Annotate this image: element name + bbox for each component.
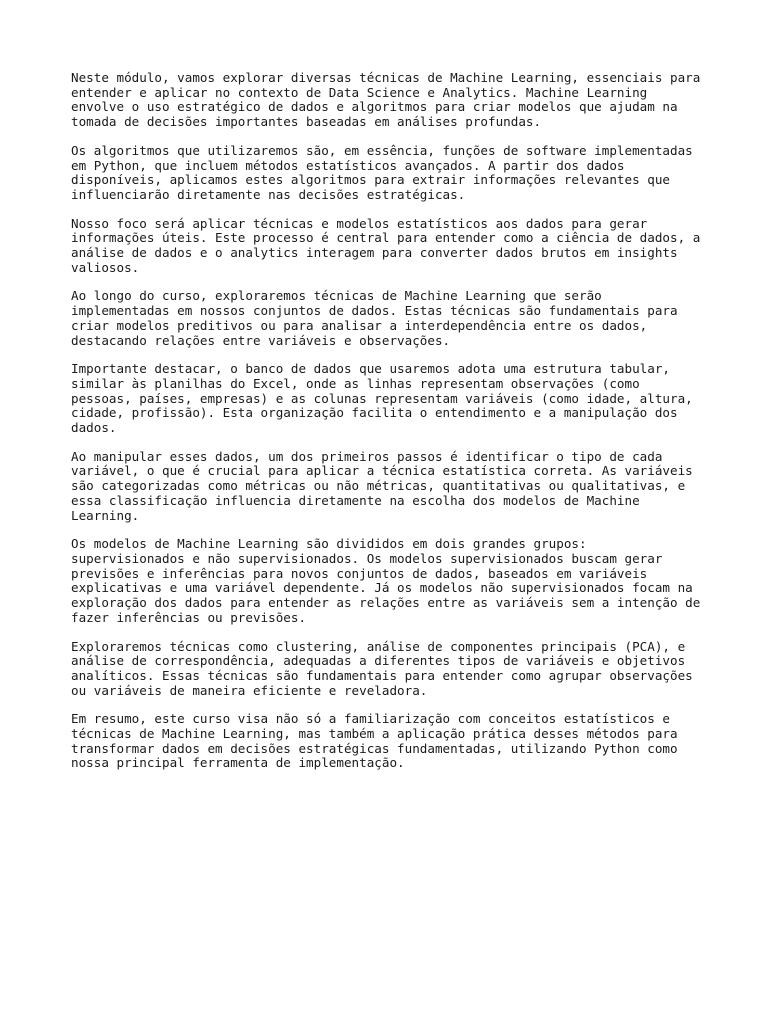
paragraph-intro: Neste módulo, vamos explorar diversas técnicas de Machine Learning, essenciais para entender e aplicar no contexto de Data Science e Analytics. Machine Learning envolve o uso estratégico de dados e algoritmos para criar modelos que ajudam na tomada de decisões importantes baseadas em análises profundas. [71, 70, 701, 130]
paragraph-variables: Ao manipular esses dados, um dos primeiros passos é identificar o tipo de cada variável, o que é crucial para aplicar a técnica estatística correta. As variáveis são categorizadas como métricas ou não métricas, quantitativas ou qualitativas, e essa classificação influencia diretamente na escolha dos modelos de Machine Learning. [71, 448, 693, 523]
paragraph-course: Ao longo do curso, exploraremos técnicas de Machine Learning que serão implementadas em nossos conjuntos de dados. Estas técnicas são fundamentais para criar modelos preditivos ou para analisar a interdependência entre os dados, destacando relações entre variáveis e observações. [71, 288, 678, 348]
paragraph-focus: Nosso foco será aplicar técnicas e modelos estatísticos aos dados para gerar informações úteis. Este processo é central para entender como a ciência de dados, a análise de dados e o analytics interagem para converter dados brutos em insights valiosos. [71, 215, 701, 275]
paragraph-database: Importante destacar, o banco de dados que usaremos adota uma estrutura tabular, similar às planilhas do Excel, onde as linhas representam observações (como pessoas, países, empresas) e as colunas representam variáveis (como idade, altura, cidade, profissão). Esta organização facilita o entendimento e a manipulação dos dados. [71, 361, 693, 436]
document-body [71, 71, 711, 785]
paragraph-summary: Em resumo, este curso visa não só a familiarização com conceitos estatísticos e técnicas de Machine Learning, mas também a aplicação prática desses métodos para transformar dados em decisões estratégicas fundamentadas, utilizando Python como nossa principal ferramenta de implementação. [71, 711, 678, 771]
paragraph-model-groups: Os modelos de Machine Learning são divididos em dois grandes grupos: supervisionados e não supervisionados. Os modelos supervisionados buscam gerar previsões e inferências para novos conjuntos de dados, baseados em variáveis explicativas e uma variável dependente. Já os modelos não supervisionados focam na exploração dos dados para entender as relações entre as variáveis sem a intenção de fazer inferências ou previsões. [71, 536, 701, 625]
paragraph-algorithms: Os algoritmos que utilizaremos são, em essência, funções de software implementadas em Python, que incluem métodos estatísticos avançados. A partir dos dados disponíveis, aplicamos estes algoritmos para extrair informações relevantes que influenciarão diretamente nas decisões estratégicas. [71, 142, 693, 202]
paragraph-techniques: Exploraremos técnicas como clustering, análise de componentes principais (PCA), e análise de correspondência, adequadas a diferentes tipos de variáveis e objetivos analíticos. Essas técnicas são fundamentais para entender como agrupar observações ou variáveis de maneira eficiente e reveladora. [71, 638, 693, 698]
